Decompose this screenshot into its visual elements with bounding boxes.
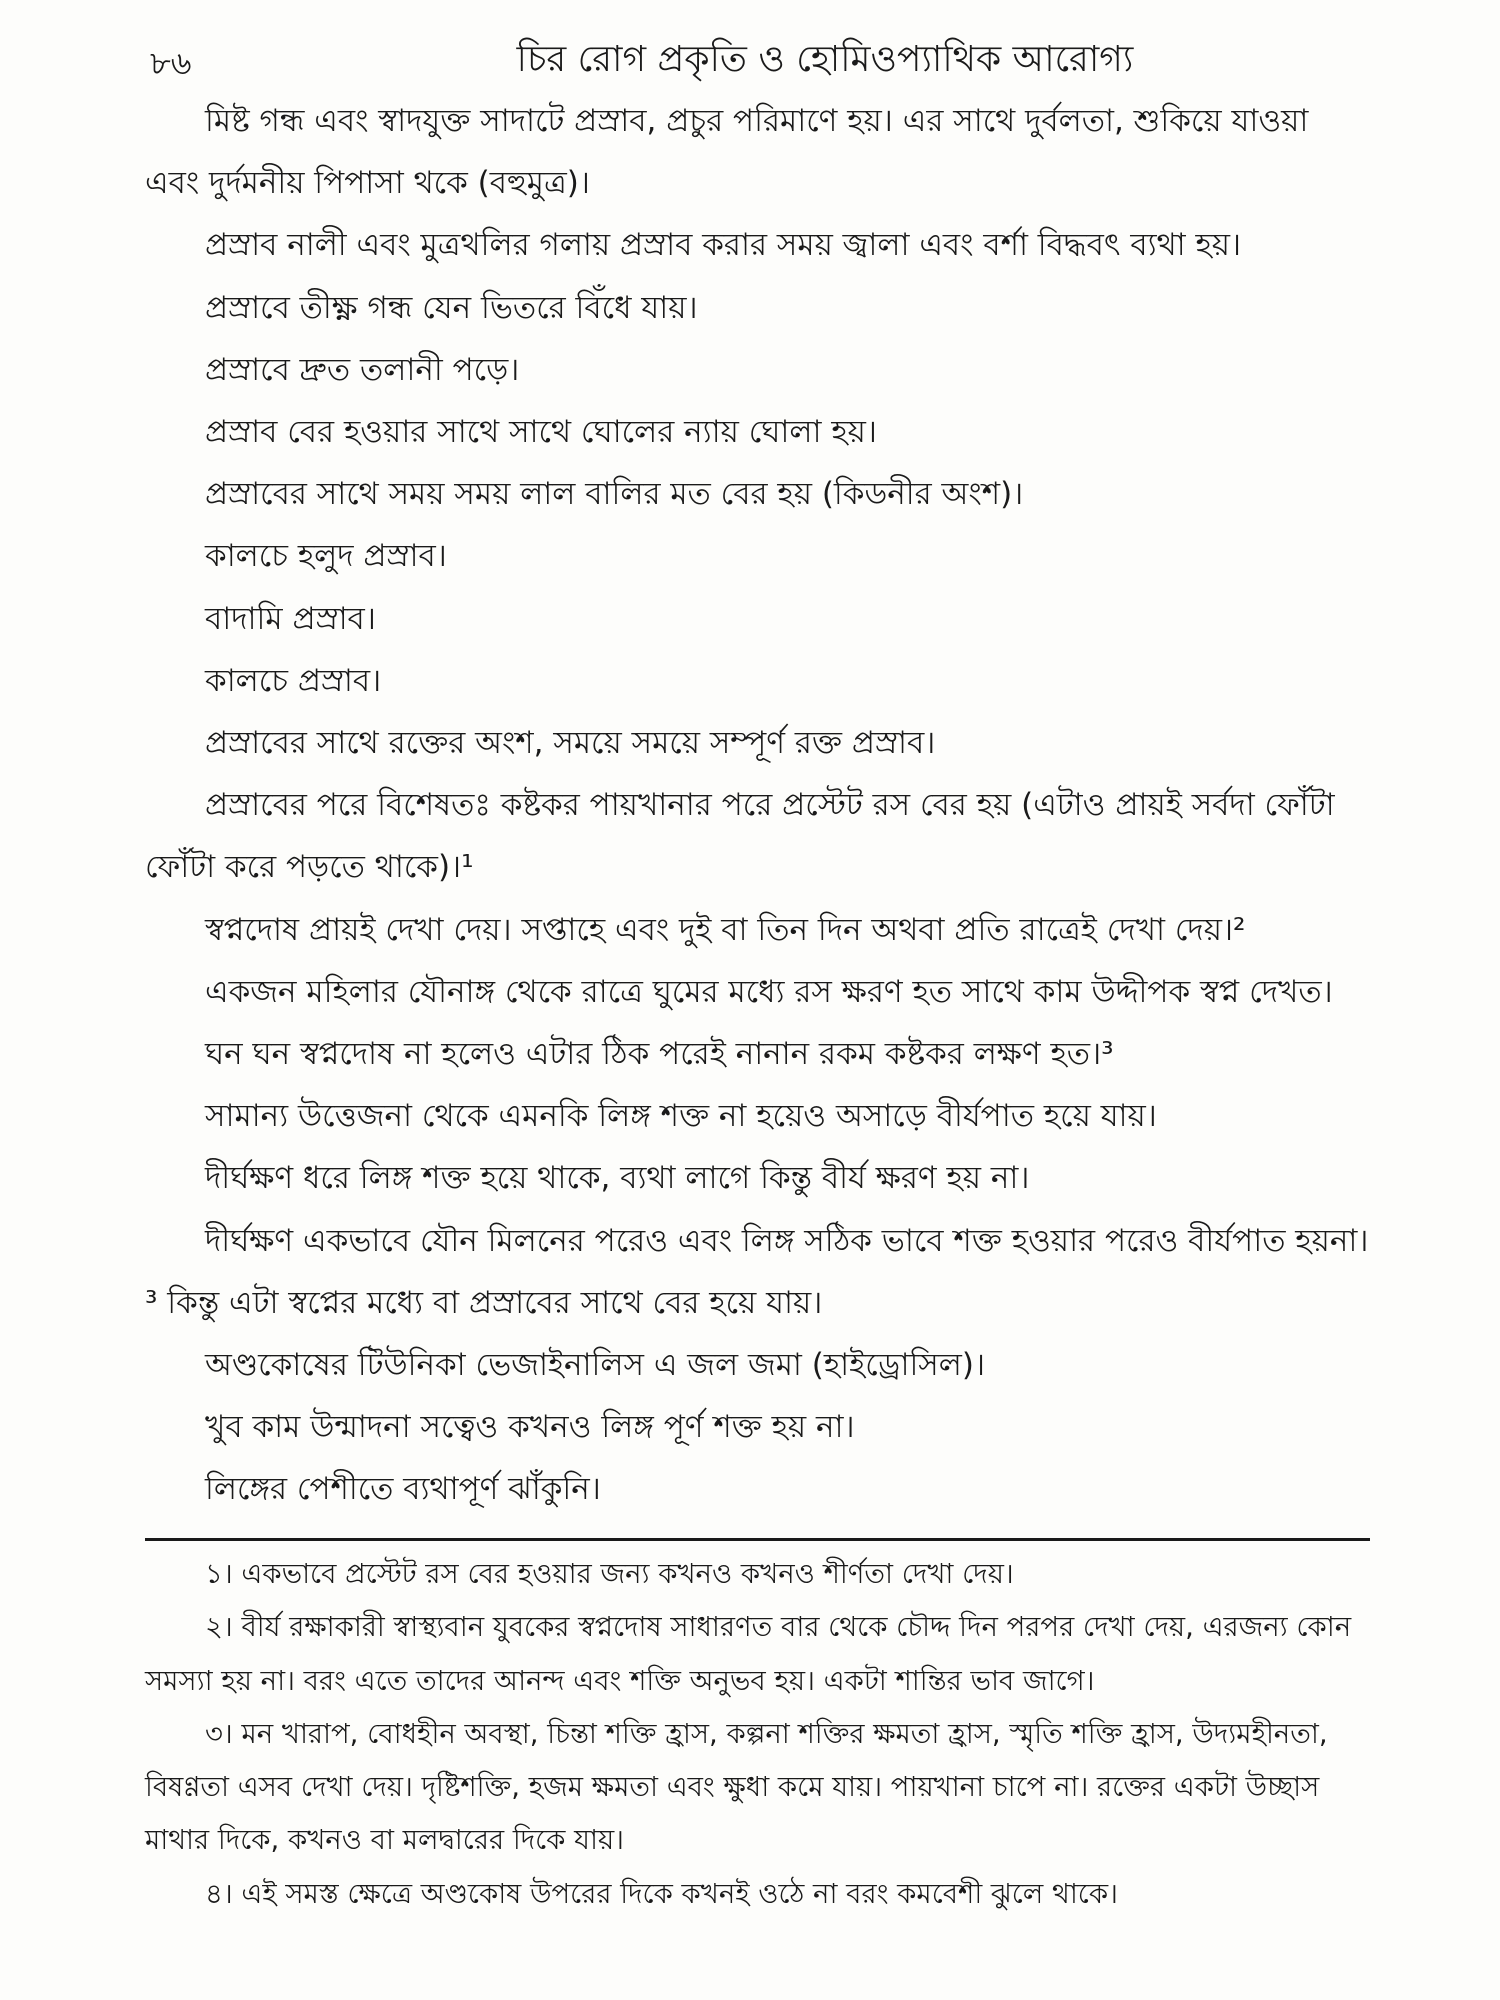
paragraph-dark-yellow: কালচে হলুদ প্রস্রাব।	[205, 538, 447, 575]
paragraph-female-discharge: একজন মহিলার যৌনাঙ্গ থেকে রাত্রে ঘুমের মধ্যে রস ক্ষরণ হত সাথে কাম উদ্দীপক স্বপ্ন দেখত।	[205, 973, 1333, 1010]
paragraph-pungent-smell: প্রস্রাবে তীক্ষ্ণ গন্ধ যেন ভিতরে বিঁধে যায়।	[205, 289, 698, 326]
footnote-3: ৩। মন খারাপ, বোধহীন অবস্থা, চিন্তা শক্তি হ্রাস, কল্পনা শক্তির ক্ষমতা হ্রাস, স্মৃতি শক্তি হ্রাস, উদ্যমহীনতা, বিষণ্ণতা এসব দেখা দেয়। দৃষ্টিশক্তি, হজম ক্ষমতা এবং ক্ষুধা কমে যায়। পায়খানা চাপে না। রক্তের একটা উচ্ছাস মাথার দিকে, কখনও বা মলদ্বারের দিকে যায়।	[145, 1717, 1328, 1857]
footnote-4: ৪। এই সমস্ত ক্ষেত্রে অণ্ডকোষ উপরের দিকে কখনই ওঠে না বরং কমবেশী ঝুলে থাকে।	[205, 1877, 1118, 1910]
paragraph-prostate-fluid: প্রস্রাবের পরে বিশেষতঃ কষ্টকর পায়খানার পরে প্রস্টেট রস বের হয় (এটাও প্রায়ই সর্বদা ফোঁটা ফোঁটা করে পড়তে থাকে)।¹	[145, 787, 1335, 886]
paragraph-prolonged-erection: দীর্ঘক্ষণ ধরে লিঙ্গ শক্ত হয়ে থাকে, ব্যথা লাগে কিন্তু বীর্য ক্ষরণ হয় না।	[205, 1160, 1030, 1197]
paragraph-no-ejaculation: দীর্ঘক্ষণ একভাবে যৌন মিলনের পরেও এবং লিঙ্গ সঠিক ভাবে শক্ত হওয়ার পরেও বীর্যপাত হয়না।³ কিন্তু এটা স্বপ্নের মধ্যে বা প্রস্রাবের সাথে বের হয়ে যায়।	[145, 1222, 1369, 1321]
paragraph-muscle-jerks: লিঙ্গের পেশীতে ব্যথাপূর্ণ ঝাঁকুনি।	[205, 1471, 601, 1508]
paragraph-blood-in-urine: প্রস্রাবের সাথে রক্তের অংশ, সময়ে সময়ে সম্পূর্ণ রক্ত প্রস্রাব।	[205, 725, 936, 762]
paragraph-incomplete-erection: খুব কাম উন্মাদনা সত্বেও কখনও লিঙ্গ পূর্ণ শক্ত হয় না।	[205, 1409, 855, 1446]
footnote-1: ১। একভাবে প্রস্টেট রস বের হওয়ার জন্য কখনও কখনও শীর্ণতা দেখা দেয়।	[205, 1558, 1014, 1590]
paragraph-hydrocele: অণ্ডকোষের টিউনিকা ভেজাইনালিস এ জল জমা (হাইড্রোসিল)।	[205, 1347, 986, 1384]
body-text	[145, 90, 1370, 1521]
page-number: ৮৬	[150, 44, 192, 82]
footnote-separator	[145, 1538, 1370, 1541]
paragraph-rapid-sediment: প্রস্রাবে দ্রুত তলানী পড়ে।	[205, 351, 520, 388]
paragraph-sweet-urine: মিষ্ট গন্ধ এবং স্বাদযুক্ত সাদাটে প্রস্রাব, প্রচুর পরিমাণে হয়। এর সাথে দুর্বলতা, শুকিয়ে যাওয়া এবং দুর্দমনীয় পিপাসা থকে (বহুমুত্র)।	[145, 103, 1309, 202]
paragraph-urethra-burning: প্রস্রাব নালী এবং মুত্রথলির গলায় প্রস্রাব করার সময় জ্বালা এবং বর্শা বিদ্ধবৎ ব্যথা হয়।	[205, 227, 1242, 264]
footnotes	[145, 1548, 1370, 1921]
paragraph-red-sand: প্রস্রাবের সাথে সময় সময় লাল বালির মত বের হয় (কিডনীর অংশ)।	[205, 476, 1024, 513]
running-title: চির রোগ প্রকৃতি ও হোমিওপ্যাথিক আরোগ্য	[516, 39, 1134, 80]
paragraph-dark-urine: কালচে প্রস্রাব।	[205, 662, 382, 699]
paragraph-turbid-urine: প্রস্রাব বের হওয়ার সাথে সাথে ঘোলের ন্যায় ঘোলা হয়।	[205, 414, 877, 451]
paragraph-slight-excitement: সামান্য উত্তেজনা থেকে এমনকি লিঙ্গ শক্ত না হয়েও অসাড়ে বীর্যপাত হয়ে যায়।	[205, 1098, 1157, 1135]
page-header	[150, 30, 1380, 90]
paragraph-brown-urine: বাদামি প্রস্রাব।	[205, 600, 376, 637]
paragraph-night-emissions: স্বপ্নদোষ প্রায়ই দেখা দেয়। সপ্তাহে এবং দুই বা তিন দিন অথবা প্রতি রাত্রেই দেখা দেয়।²	[205, 911, 1246, 948]
footnote-2: ২। বীর্য রক্ষাকারী স্বাস্থ্যবান যুবকের স্বপ্নদোষ সাধারণত বার থেকে চৌদ্দ দিন পরপর দেখা দেয়, এরজন্য কোন সমস্যা হয় না। বরং এতে তাদের আনন্দ এবং শক্তি অনুভব হয়। একটা শান্তির ভাব জাগে।	[145, 1611, 1352, 1697]
paragraph-after-emission: ঘন ঘন স্বপ্নদোষ না হলেও এটার ঠিক পরেই নানান রকম কষ্টকর লক্ষণ হত।³	[205, 1036, 1114, 1073]
